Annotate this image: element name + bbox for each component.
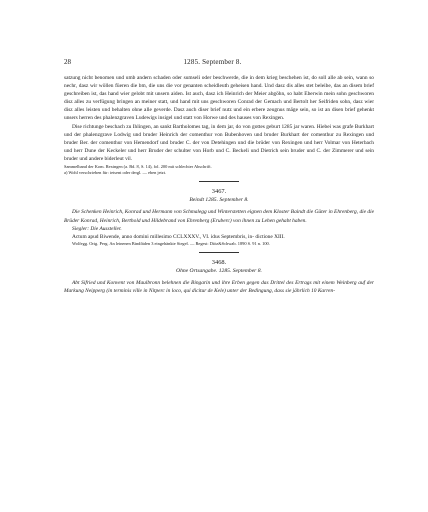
document-number: 3467. — [211, 188, 227, 196]
section-divider — [199, 252, 239, 253]
text-line: ohne alle geverde. Dasz auch diser brief nutz und ein erbere zeugnus mäge sein, so — [131, 107, 319, 114]
text-line: der Gemach und Bertolt her Seifriden sohn, dasz wier disz alles leisten und behalten — [64, 99, 374, 114]
text-line: Detehingen und die brüder von Rexingen und herr Volmar von Heterbach und herr — [64, 139, 374, 154]
section-divider — [199, 181, 239, 182]
text-line: das Drittel des Ertrags mit einem Weinberg auf der Markung Neipperg (in terminis ville — [64, 280, 374, 295]
document-3468 — [64, 259, 374, 295]
text-line: satzung nicht benomen und umb andern schaden oder sumseli oder beschwerde, die in — [64, 75, 256, 81]
regest-paragraph — [64, 208, 374, 224]
page-number: 28 — [64, 58, 71, 66]
text-line: Dise richtunge beschach zu Ihlingen, an sankt Bartholomes tag, in dem jar, do von — [72, 123, 252, 130]
regest-paragraph — [64, 279, 374, 295]
page-header — [64, 58, 374, 66]
text-line: Dune der Keckeler und herr Bruder der schulter von Horb und C. Beckeli und Dietrich — [84, 147, 281, 154]
document-dateline: Ohne Ortsangabe. 1285. September 8. — [176, 268, 262, 275]
continued-charter-text — [64, 74, 374, 163]
footnote-a: a) Wohl verschrieben für: ietsent oder dergl. — eben jetzt. — [64, 170, 167, 176]
document-number: 3468. — [211, 259, 227, 267]
paragraph-1 — [64, 74, 374, 123]
source-notes — [64, 164, 374, 176]
text-line: zu Rexingen und bruder Ber. der comenthur von Hemendorf und bruder C. der von — [64, 131, 374, 146]
text-line: in Nitperc in loco, qui dicitur de Kele) unter der Bedingung, dass sie jährlich 10 Karren- — [143, 288, 336, 295]
document-dateline: Beindt 1285. September 8. — [189, 197, 249, 204]
running-title: 1285. September 8. — [183, 58, 242, 66]
text-line: ist an disen brief gehenkt unsers herren des phalenzgraven Ludewigs insigel und statt — [64, 107, 374, 122]
text-line: die bm, die uns die vor genanten scheidleuth geheisen hand. Und dasz dis alles stet — [130, 83, 316, 90]
text-line: Ist auch, dasz ich Heinrich der Meier abgöhn, so habt Eberwin mein sohn geschworen — [185, 91, 374, 98]
document-regest — [64, 208, 374, 232]
text-line: Die Schenken Heinrich, Konrad und Hermann von Schmalegg und Winterstetten eignen — [72, 209, 264, 216]
text-line: dictione XIII. — [255, 233, 285, 240]
text-line: und bruder Heinrich der comenthur von Bubenhoven und bruder Burkhart der comenthur — [132, 131, 336, 138]
siegler-line: Siegler: Die Aussteller. — [72, 225, 122, 232]
document-regest — [64, 279, 374, 295]
text-line: dem krieg beschehen ist, do soll alle ab sein, wann so nechr, dasz wir wöllen füeren — [64, 75, 374, 90]
text-line: gottes geburt 1285 jar waren. Hiebei was grafe Burkhart und der phalenzgrave Lodwig — [64, 123, 374, 138]
text-line: Actum apud Biwende, anno domini millesimo CCLXXXV., VI. idus Septembris, in- — [72, 233, 256, 240]
archive-note: Wolfegg. Orig. Perg. An leinenen Bindfäden 3 eingehänkte Siegel. — Regest: Diöz&Schwab. 1890 S. 91 n. 100. — [72, 240, 270, 246]
source-note: Sammelband der Kom. Rexingen (a. Bd. 8, S. 14), fol. 200 mit schlechter Abschrift. — [64, 164, 212, 170]
text-line: dem Kloster Baindt die Güter in Ehrenberg, die die Brüder Konrad, Heinrich, Berthold und — [64, 209, 374, 224]
document-3467 — [64, 188, 374, 247]
paragraph-2 — [64, 123, 374, 163]
document-text — [64, 233, 374, 241]
actum-paragraph — [64, 233, 374, 241]
text-line: Abt Sifried und Konvent von Maulbronn belehnen die Bingarin und ihre Erben gegen — [72, 280, 262, 287]
archive-note-block — [64, 241, 374, 247]
text-line: von Horwe und des hauses von Rexingen. — [193, 115, 285, 122]
text-line: Hildebrand von Ehrenberg (Eruberc) von ihnen zu Lehen gehabt haben. — [151, 217, 307, 224]
text-line: beleibe, das an disem brief geschreiben ist, das hand wier gelobt mit unsern aiden. — [64, 83, 374, 98]
text-line: disz alles zu verfügung bringen an meiner statt, und hand mit uns geschworen Conrad — [64, 99, 256, 106]
text-line: sein bruder und C. der Zimmerer und sein bruder und andere biderleut vil. — [64, 147, 375, 162]
